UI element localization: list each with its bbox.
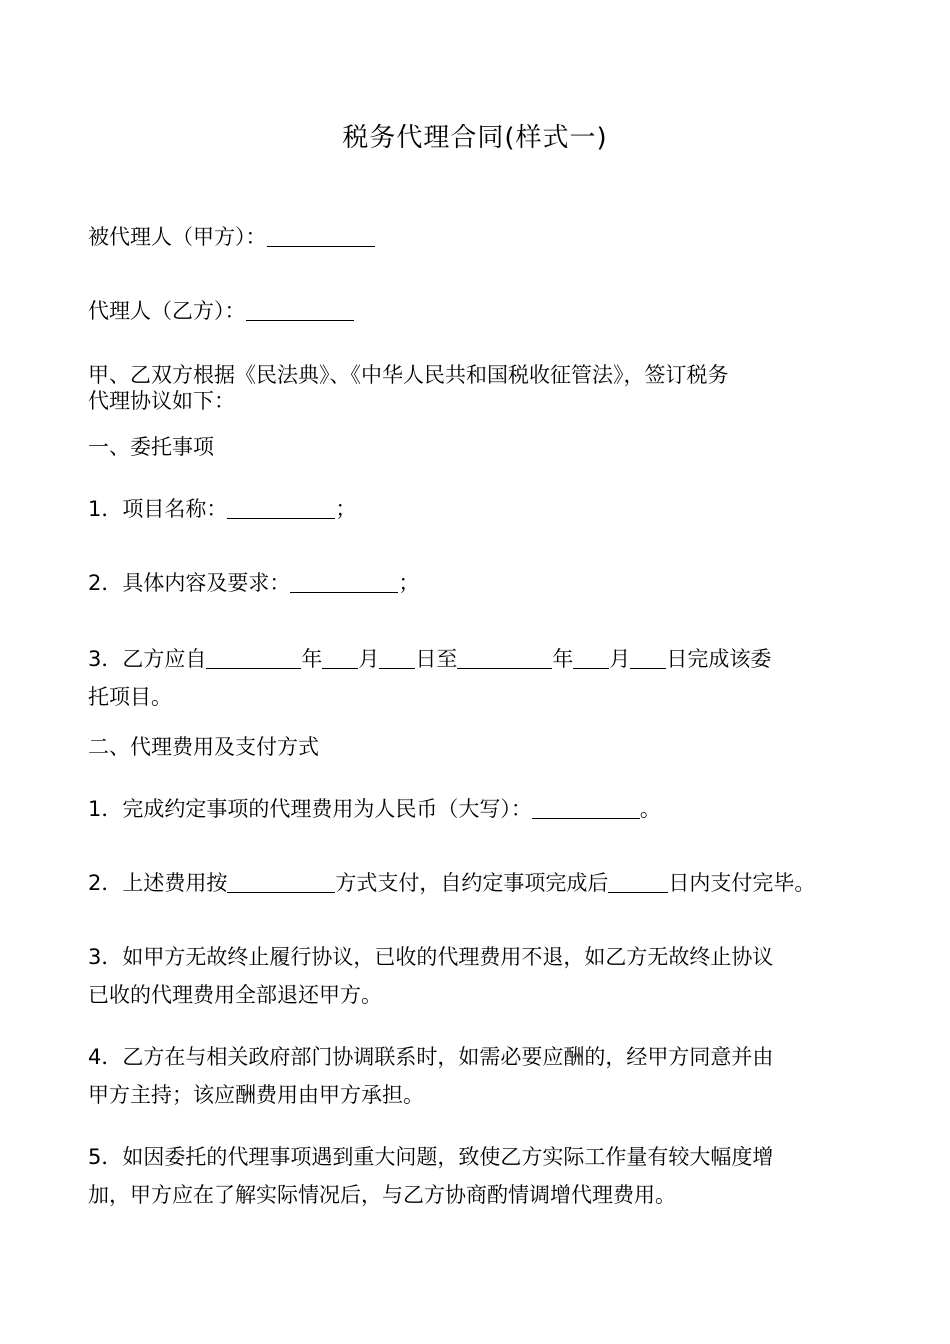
intro-line-2: 代理协议如下： [88,389,235,413]
party-b-line [88,292,868,330]
s2-item-2-text-1: 上述费用按 [122,871,228,895]
project-name-blank[interactable] [227,496,335,519]
s2-item-5-line-1 [88,1138,868,1176]
s1-item-3-line-2: 托项目。 [88,685,172,709]
s2-item-4-line-1 [88,1038,868,1076]
start-year-blank[interactable] [206,646,301,669]
section-1-heading: 一、委托事项 [88,435,214,459]
s1-item-2-number: 2． [88,571,123,595]
s2-item-5-text: 如因委托的代理事项遇到重大问题，致使乙方实际工作量有较大幅度增 [122,1145,774,1169]
year-label-2: 年 [552,647,574,671]
s2-item-1-end: 。 [639,797,661,821]
intro-paragraph [88,362,868,414]
s1-item-1-text: 项目名称： [122,497,228,521]
end-day-blank[interactable] [630,646,666,669]
s2-item-5 [88,1138,868,1214]
s2-item-3-line-2: 已收的代理费用全部退还甲方。 [88,983,382,1007]
s2-item-4-text: 乙方在与相关政府部门协调联系时，如需必要应酬的，经甲方同意并由 [122,1045,774,1069]
s2-item-3 [88,938,868,1014]
start-month-blank[interactable] [322,646,358,669]
s1-item-1-end: ； [335,497,357,521]
party-b-blank[interactable] [246,298,354,321]
document-title: 税务代理合同(样式一) [342,123,608,153]
party-b-label: 代理人（乙方）： [88,299,246,323]
month-label-2: 月 [609,647,631,671]
s1-item-3-text-start: 乙方应自 [122,647,207,671]
s1-item-2-text: 具体内容及要求： [122,571,291,595]
s2-item-1-text: 完成约定事项的代理费用为人民币（大写）： [122,797,532,821]
year-label: 年 [301,647,323,671]
s2-item-3-text: 如甲方无故终止履行协议，已收的代理费用不退，如乙方无故终止协议 [122,945,774,969]
s2-item-4-number: 4． [88,1045,123,1069]
s2-item-2-text-3: 日内支付完毕。 [668,871,816,895]
month-label: 月 [358,647,380,671]
s1-item-2 [88,564,868,602]
party-a-line [88,218,868,256]
payment-days-blank[interactable] [608,870,668,893]
payment-method-blank[interactable] [227,870,335,893]
section-2-heading: 二、代理费用及支付方式 [88,735,319,759]
s2-item-5-line-2: 加，甲方应在了解实际情况后，与乙方协商酌情调增代理费用。 [88,1183,676,1207]
end-year-blank[interactable] [457,646,552,669]
day-to-label: 日至 [415,647,458,671]
start-day-blank[interactable] [379,646,415,669]
s1-item-3-line-1 [88,640,868,678]
s2-item-1-number: 1． [88,797,123,821]
s1-item-3-number: 3． [88,647,123,671]
s2-item-3-number: 3． [88,945,123,969]
party-a-blank[interactable] [267,224,375,247]
party-a-label: 被代理人（甲方）： [88,225,267,249]
s2-item-5-number: 5． [88,1145,123,1169]
fee-amount-blank[interactable] [532,796,640,819]
s1-item-2-end: ； [398,571,420,595]
day-done-label: 日完成该委 [666,647,772,671]
s2-item-2-text-2: 方式支付，自约定事项完成后 [335,871,609,895]
s2-item-2-number: 2． [88,871,123,895]
s1-item-3 [88,640,868,716]
content-requirements-blank[interactable] [290,570,398,593]
s1-item-1 [88,490,868,528]
s2-item-4-line-2: 甲方主持；该应酬费用由甲方承担。 [88,1083,424,1107]
s2-item-4 [88,1038,868,1114]
s2-item-1 [88,790,868,828]
s1-item-1-number: 1． [88,497,123,521]
s2-item-2 [88,864,868,902]
intro-line-1: 甲、乙双方根据《民法典》、《中华人民共和国税收征管法》，签订税务 [88,363,729,387]
s2-item-3-line-1 [88,938,868,976]
end-month-blank[interactable] [573,646,609,669]
